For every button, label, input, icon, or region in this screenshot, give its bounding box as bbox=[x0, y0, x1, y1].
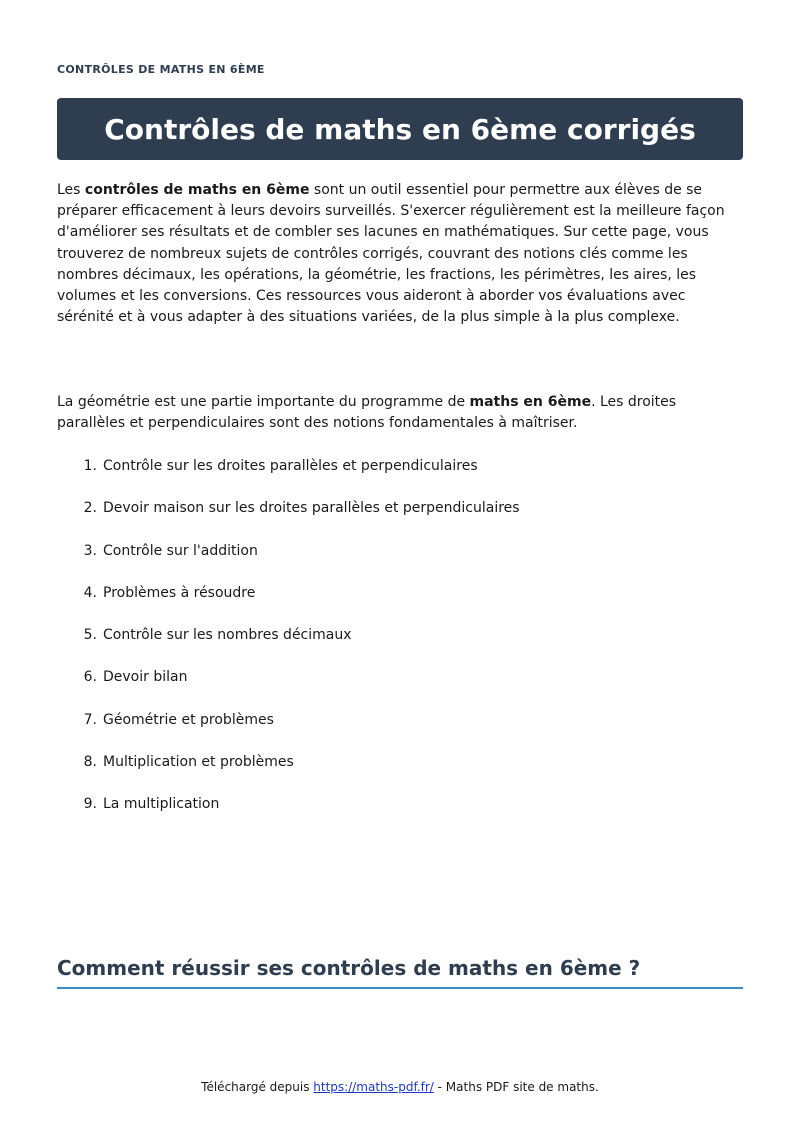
list-item-number: 4. bbox=[83, 584, 97, 601]
list-item[interactable] bbox=[57, 752, 520, 794]
list-item[interactable] bbox=[57, 456, 520, 498]
intro-lead: Les bbox=[57, 182, 85, 198]
list-item[interactable] bbox=[57, 710, 520, 752]
geometry-rest: . Les droites parallèles et perpendiculaires sont des notions fondamentales à maîtriser. bbox=[57, 394, 677, 432]
page-footer bbox=[0, 1080, 800, 1094]
list-item-number: 5. bbox=[83, 627, 97, 644]
list-item[interactable] bbox=[57, 583, 520, 625]
list-item-number: 1. bbox=[83, 458, 97, 474]
list-item[interactable] bbox=[57, 794, 520, 836]
list-item-label[interactable]: Devoir maison sur les droites parallèles et perpendiculaires bbox=[103, 500, 520, 517]
list-item-number: 6. bbox=[83, 669, 97, 686]
intro-bold: contrôles de maths en 6ème bbox=[84, 182, 310, 198]
list-item-number: 7. bbox=[83, 711, 97, 728]
list-item-label[interactable]: Géométrie et problèmes bbox=[103, 711, 274, 728]
list-item-label[interactable]: Contrôle sur l'addition bbox=[103, 542, 258, 559]
section-heading: Comment réussir ses contrôles de maths en 6ème ? bbox=[57, 956, 743, 989]
list-item-label[interactable]: Devoir bilan bbox=[103, 669, 188, 686]
control-list bbox=[57, 456, 520, 837]
geometry-paragraph bbox=[57, 392, 743, 434]
list-item-label[interactable]: Multiplication et problèmes bbox=[103, 754, 294, 771]
footer-link[interactable]: https://maths-pdf.fr/ bbox=[313, 1080, 434, 1094]
geometry-bold: maths en 6ème bbox=[469, 394, 592, 410]
title-banner bbox=[57, 98, 743, 160]
intro-rest: sont un outil essentiel pour permettre aux élèves de se préparer efficacement à leurs devoirs surveillés. S'exercer régulièrement est la meilleure façon d'améliorer ses résultats et de combler ses lacunes en mathématiques. Sur cette page, vous trouverez de nombreux sujets de contrôles corrigés, couvrant des notions clés comme les nombres décimaux, les opérations, la géométrie, les fractions, les périmètres, les aires, les volumes et les conversions. Ces ressources vous aideront à aborder vos évaluations avec sérénité et à vous adapter à des situations variées, de la plus simple à la plus complexe. bbox=[57, 182, 725, 326]
list-item[interactable] bbox=[57, 498, 520, 540]
list-item-label[interactable]: Problèmes à résoudre bbox=[103, 584, 256, 601]
footer-suffix: - Maths PDF site de maths. bbox=[433, 1080, 599, 1094]
intro-paragraph bbox=[57, 180, 743, 328]
page-kicker: CONTRÔLES DE MATHS EN 6ÈME bbox=[57, 63, 265, 76]
list-item[interactable] bbox=[57, 625, 520, 667]
list-item-number: 3. bbox=[83, 542, 97, 559]
list-item[interactable] bbox=[57, 667, 520, 709]
list-item-label[interactable]: Contrôle sur les nombres décimaux bbox=[103, 627, 352, 644]
list-item-label[interactable]: Contrôle sur les droites parallèles et perpendiculaires bbox=[103, 458, 478, 474]
list-item-number: 2. bbox=[83, 500, 97, 517]
list-item-number: 9. bbox=[83, 796, 97, 813]
list-item-label[interactable]: La multiplication bbox=[103, 796, 220, 813]
geometry-lead: La géométrie est une partie importante du programme de bbox=[57, 394, 470, 410]
list-item[interactable] bbox=[57, 541, 520, 583]
list-item-number: 8. bbox=[83, 754, 97, 771]
footer-prefix: Téléchargé depuis bbox=[201, 1080, 314, 1094]
page-title: Contrôles de maths en 6ème corrigés bbox=[104, 112, 696, 146]
